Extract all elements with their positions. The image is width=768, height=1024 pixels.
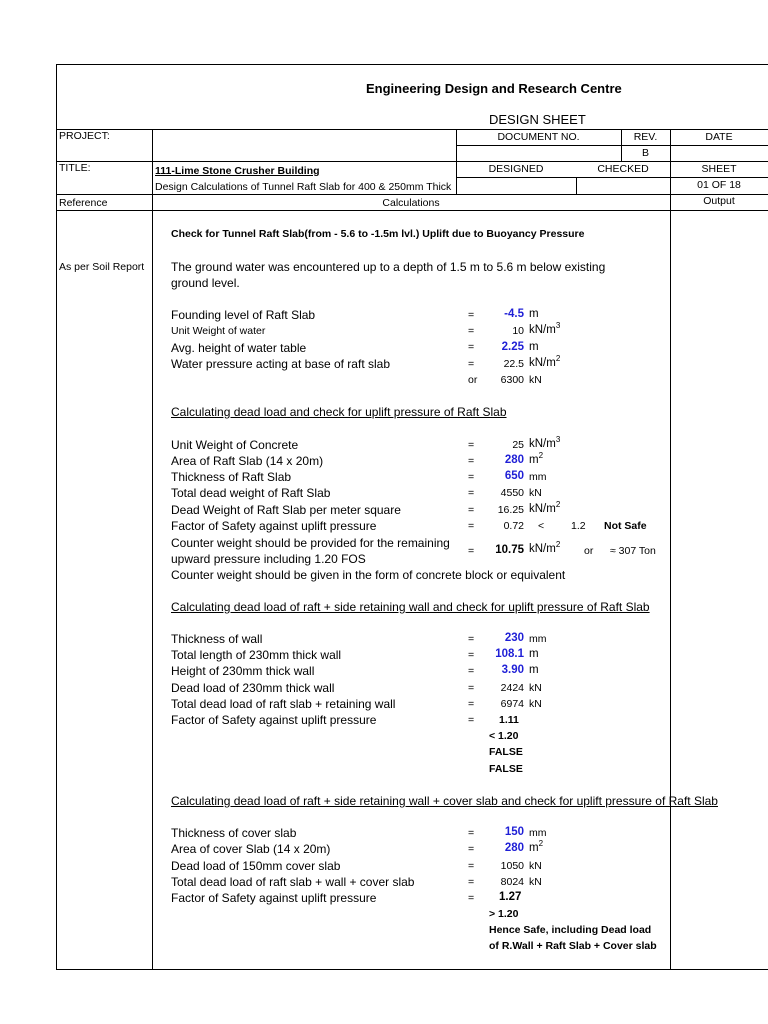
- cover-area-label: Area of cover Slab (14 x 20m): [171, 842, 331, 856]
- cover-area-unit: $m^2$: [529, 839, 544, 854]
- eq: =: [468, 439, 475, 451]
- fos-result: Not Safe: [604, 520, 647, 532]
- wall-thickness-value: 230: [504, 632, 524, 644]
- raft-thickness-unit: mm: [529, 471, 547, 483]
- counter-weight-note: Counter weight should be given in the form of concrete block or equivalent: [171, 568, 566, 582]
- eq: =: [468, 860, 475, 872]
- eq: =: [468, 504, 475, 516]
- fos-value: 1.11: [499, 714, 519, 726]
- eq: =: [468, 633, 475, 645]
- wall-deadload-unit: kN: [529, 682, 542, 694]
- founding-unit: m: [529, 308, 539, 320]
- fos-compare: <: [538, 520, 545, 532]
- eq: =: [468, 325, 475, 337]
- safe-note-1: Hence Safe, including Dead load: [489, 924, 652, 936]
- fos-label: Factor of Safety against uplift pressure: [171, 519, 377, 533]
- raft-thickness-label: Thickness of Raft Slab: [171, 470, 292, 484]
- eq: =: [468, 714, 475, 726]
- safe-note-2: of R.Wall + Raft Slab + Cover slab: [489, 940, 657, 952]
- uw-concrete-value: 25: [512, 439, 524, 451]
- reference-header: Reference: [59, 197, 108, 209]
- eq: =: [468, 358, 475, 370]
- section2-title: Calculating dead load and check for uplift pressure of Raft Slab: [171, 405, 507, 419]
- eq: =: [468, 843, 475, 855]
- eq: =: [468, 665, 475, 677]
- counter-weight-or: or: [584, 545, 594, 557]
- water-force-unit: kN: [529, 374, 542, 386]
- output-header: Output: [703, 195, 735, 207]
- raft-thickness-value: 650: [504, 470, 524, 482]
- total-deadload-unit: kN: [529, 698, 542, 710]
- eq: =: [468, 471, 475, 483]
- wall-deadload-label: Dead load of 230mm thick wall: [171, 681, 335, 695]
- fos-result-2: FALSE: [489, 763, 523, 775]
- wall-thickness-label: Thickness of wall: [171, 632, 263, 646]
- total-deadload-unit: kN: [529, 876, 542, 888]
- dead-weight-value: 4550: [500, 487, 524, 499]
- cover-deadload-value: 1050: [500, 860, 524, 872]
- document-no-label: DOCUMENT NO.: [497, 131, 580, 143]
- eq: =: [468, 487, 475, 499]
- total-deadload-label: Total dead load of raft slab + retaining wall: [171, 697, 396, 711]
- org-title: Engineering Design and Research Centre: [366, 81, 622, 96]
- title-line-1: 111-Lime Stone Crusher Building: [155, 165, 320, 177]
- water-force-value: 6300: [500, 374, 524, 386]
- checked-label: CHECKED: [597, 163, 649, 175]
- fos-value: 1.27: [499, 891, 522, 903]
- sheet-value: 01 OF 18: [697, 179, 741, 191]
- fos-value: 0.72: [503, 520, 524, 532]
- total-deadload-value: 6974: [500, 698, 524, 710]
- total-deadload-label: Total dead load of raft slab + wall + cover slab: [171, 875, 415, 889]
- wall-height-value: 3.90: [501, 664, 524, 676]
- uw-concrete-label: Unit Weight of Concrete: [171, 438, 299, 452]
- dead-weight-unit: kN: [529, 487, 542, 499]
- uw-concrete-unit: $kN/m^3$: [529, 435, 561, 450]
- fos-label: Factor of Safety against uplift pressure: [171, 891, 377, 905]
- wall-length-label: Total length of 230mm thick wall: [171, 648, 342, 662]
- water-pressure-value: 22.5: [503, 358, 524, 370]
- eq: =: [468, 520, 475, 532]
- water-pressure-unit: $kN/m^2$: [529, 354, 561, 369]
- raft-area-unit: $m^2$: [529, 451, 544, 466]
- title-line-2: Design Calculations of Tunnel Raft Slab for 400 & 250mm Thick: [155, 181, 452, 193]
- dw-per-sqm-unit: $kN/m^2$: [529, 500, 561, 515]
- eq: =: [468, 827, 475, 839]
- wall-thickness-unit: mm: [529, 633, 547, 645]
- wall-deadload-value: 2424: [500, 682, 524, 694]
- uw-water-value: 10: [512, 325, 524, 337]
- section-heading: Check for Tunnel Raft Slab(from - 5.6 to -1.5m lvl.) Uplift due to Buoyancy Pressure: [171, 228, 585, 240]
- total-deadload-value: 8024: [500, 876, 524, 888]
- uw-water-label: Unit Weight of water: [171, 325, 266, 337]
- dw-per-sqm-label: Dead Weight of Raft Slab per meter square: [171, 503, 401, 517]
- cover-deadload-label: Dead load of 150mm cover slab: [171, 859, 341, 873]
- eq: =: [468, 309, 475, 321]
- rev-value: B: [641, 147, 649, 159]
- fos-label: Factor of Safety against uplift pressure: [171, 713, 377, 727]
- uw-water-unit: $kN/m^3$: [529, 321, 561, 336]
- founding-value: -4.5: [504, 308, 524, 320]
- sheet-label: SHEET: [701, 163, 737, 175]
- dead-weight-label: Total dead weight of Raft Slab: [171, 486, 331, 500]
- section3-title: Calculating dead load of raft + side retaining wall and check for uplift pressure of Raft Slab: [171, 600, 650, 614]
- eq: =: [468, 892, 475, 904]
- counter-weight-label-1: Counter weight should be provided for the remaining: [171, 536, 450, 550]
- eq: =: [468, 698, 475, 710]
- water-pressure-label: Water pressure acting at base of raft slab: [171, 357, 390, 371]
- avg-height-value: 2.25: [501, 341, 524, 353]
- avg-height-label: Avg. height of water table: [171, 341, 307, 355]
- fos-compare: > 1.20: [489, 908, 519, 920]
- sheet-type: DESIGN SHEET: [489, 112, 586, 127]
- counter-weight-value: 10.75: [495, 544, 524, 556]
- wall-height-label: Height of 230mm thick wall: [171, 664, 315, 678]
- avg-height-unit: m: [529, 341, 539, 353]
- fos-result-1: FALSE: [489, 746, 523, 758]
- reference-note: As per Soil Report: [59, 261, 145, 273]
- eq: =: [468, 545, 475, 557]
- dw-per-sqm-value: 16.25: [497, 504, 524, 516]
- wall-length-unit: m: [529, 648, 539, 660]
- wall-length-value: 108.1: [495, 648, 524, 660]
- eq: =: [468, 455, 475, 467]
- cover-thickness-label: Thickness of cover slab: [171, 826, 297, 840]
- calculations-header: Calculations: [382, 197, 440, 209]
- intro-line-1: The ground water was encountered up to a depth of 1.5 m to 5.6 m below existing: [171, 260, 606, 274]
- cover-thickness-unit: mm: [529, 827, 547, 839]
- date-label: DATE: [705, 131, 733, 143]
- intro-line-2: ground level.: [171, 276, 240, 290]
- eq: =: [468, 341, 475, 353]
- section4-title: Calculating dead load of raft + side retaining wall + cover slab and check for uplift pressure of Raft Slab: [171, 794, 718, 808]
- wall-height-unit: m: [529, 664, 539, 676]
- cover-area-value: 280: [504, 842, 524, 854]
- counter-weight-unit: $kN/m^2$: [529, 540, 561, 555]
- cover-deadload-unit: kN: [529, 860, 542, 872]
- raft-area-label: Area of Raft Slab (14 x 20m): [171, 454, 324, 468]
- designed-label: DESIGNED: [488, 163, 544, 175]
- eq: =: [468, 682, 475, 694]
- cover-thickness-value: 150: [504, 826, 524, 838]
- counter-weight-ton: ≈ 307 Ton: [610, 545, 656, 557]
- title-label: TITLE:: [59, 162, 91, 174]
- counter-weight-label-2: upward pressure including 1.20 FOS: [171, 552, 366, 566]
- or-label: or: [468, 374, 478, 386]
- eq: =: [468, 649, 475, 661]
- rev-label: REV.: [633, 131, 658, 143]
- eq: =: [468, 876, 475, 888]
- fos-compare: < 1.20: [489, 730, 519, 742]
- raft-area-value: 280: [504, 454, 524, 466]
- founding-label: Founding level of Raft Slab: [171, 308, 316, 322]
- fos-limit: 1.2: [571, 520, 586, 532]
- project-label: PROJECT:: [59, 130, 110, 142]
